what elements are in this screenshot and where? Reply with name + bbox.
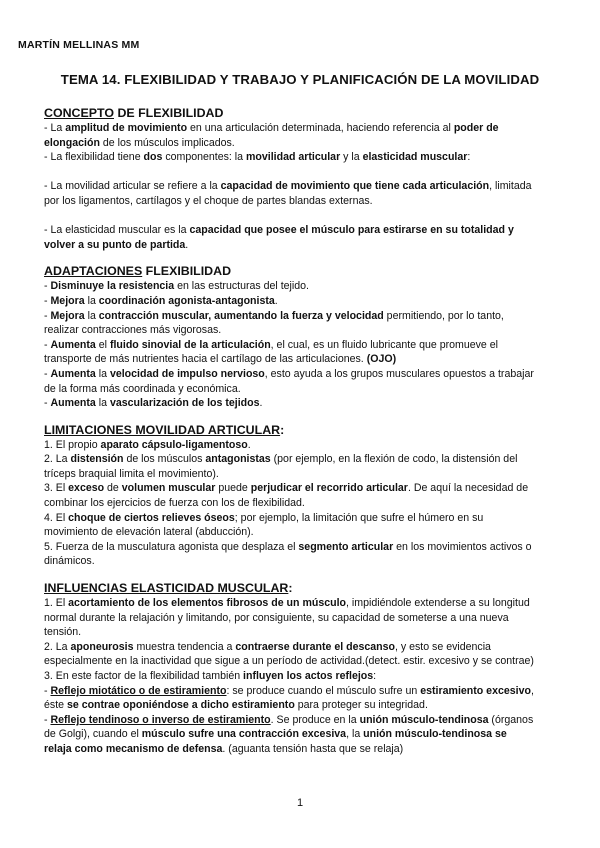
text-run: (por ejemplo, en la flexión de codo, la distensión del <box>270 453 518 466</box>
text-line <box>44 625 562 640</box>
bold-text: Aumenta <box>50 367 96 380</box>
text-run: de <box>104 482 122 495</box>
text-run: de los músculos implicados. <box>99 136 235 149</box>
text-run: , el cual, es un fluido lubricante que promueve el <box>270 338 498 351</box>
text-run: movimiento de elevación lateral (abducción). <box>44 526 254 539</box>
bold-text: volver a su punto de partida <box>44 238 186 251</box>
text-run: puede <box>215 482 251 495</box>
text-run: - <box>44 338 51 351</box>
text-run: , esto ayuda a los grupos musculares opuestos a trabajar <box>264 367 534 380</box>
text-line <box>44 684 562 699</box>
text-line <box>44 727 562 742</box>
bold-text: Reflejo tendinoso o inverso de estiramiento <box>50 713 271 726</box>
bold-text: aparato cápsulo-ligamentoso <box>100 438 248 451</box>
text-run: - La flexibilidad tiene <box>44 151 144 164</box>
text-run: en una articulación determinada, haciendo referencia al <box>187 122 454 134</box>
bold-text: exceso <box>68 482 105 495</box>
text-run: 3. El <box>44 482 69 495</box>
text-run: la <box>84 294 99 307</box>
bold-text: elasticidad muscular <box>362 151 468 164</box>
text-line <box>44 611 562 626</box>
text-line <box>44 640 562 655</box>
bold-text: unión músculo-tendinosa se <box>363 728 507 741</box>
bold-text: vascularización de los tejidos <box>109 397 260 410</box>
text-run: tensión. <box>44 626 82 639</box>
section-heading-underlined: ADAPTACIONES <box>44 264 143 279</box>
bold-text: perjudicar el recorrido articular <box>250 482 408 495</box>
text-run: la <box>95 397 110 410</box>
bold-text: contraerse durante el descanso <box>235 640 395 653</box>
text-run: , limitada <box>489 180 532 193</box>
text-run: 2. La <box>44 640 71 653</box>
bold-text: capacidad que posee el músculo para estirarse en su totalidad y <box>189 224 514 237</box>
bold-text: Reflejo miotático o de estiramiento <box>50 684 227 697</box>
section-heading-rest: FLEXIBILIDAD <box>142 264 232 279</box>
text-run: - <box>44 713 51 726</box>
bold-text: distensión <box>70 453 124 466</box>
text-run: para proteger su integridad. <box>294 699 428 712</box>
section-heading <box>44 264 562 279</box>
text-run: . <box>247 438 251 451</box>
text-run: en las estructuras del tejido. <box>174 280 309 293</box>
text-run: tríceps braquial limita el movimiento). <box>44 467 219 480</box>
text-line <box>44 194 562 209</box>
text-line <box>44 309 562 324</box>
text-run: . De aquí la necesidad de <box>407 482 529 495</box>
paragraph-spacer <box>44 165 562 180</box>
text-line <box>44 596 562 611</box>
bold-text: (OJO) <box>366 353 397 366</box>
text-run: 4. El <box>44 511 69 524</box>
text-run: 2. La <box>44 453 71 466</box>
text-run: - <box>44 280 51 293</box>
text-run: . Se produce en la <box>270 713 360 726</box>
bold-text: antagonistas <box>205 453 271 466</box>
text-line <box>44 511 562 526</box>
text-run: realizar contracciones más vigorosas. <box>44 324 222 337</box>
text-line <box>44 713 562 728</box>
bold-text: Mejora <box>50 309 85 322</box>
text-run: en los movimientos activos o <box>393 540 532 553</box>
text-run: , impidiéndole extenderse a su longitud <box>346 597 530 610</box>
bold-text: volumen muscular <box>121 482 216 495</box>
text-line <box>44 525 562 540</box>
bold-text: segmento articular <box>298 540 394 553</box>
section-spacer <box>44 569 562 581</box>
bold-text: se contrae oponiéndose a dicho estiramiento <box>66 699 295 712</box>
text-run: : se produce cuando el músculo sufre un <box>226 684 421 697</box>
bold-text: influyen los actos reflejos <box>243 670 374 682</box>
text-run: . <box>259 397 263 410</box>
text-run: 3. En este factor de la flexibilidad también <box>44 670 244 682</box>
bold-text: coordinación agonista-antagonista <box>98 294 275 307</box>
text-line <box>44 554 562 569</box>
text-run: el <box>95 338 110 351</box>
bold-text: capacidad de movimiento que tiene cada articulación <box>220 180 490 193</box>
text-line <box>44 136 562 151</box>
bold-text: aponeurosis <box>70 640 134 653</box>
text-run: . <box>185 238 189 251</box>
author-name: MARTÍN MELLINAS MM <box>18 39 140 51</box>
bold-text: Aumenta <box>50 397 96 410</box>
text-run: ; por ejemplo, la limitación que sufre el húmero en su <box>234 511 484 524</box>
section <box>44 423 562 569</box>
text-run: 1. El propio <box>44 438 101 451</box>
text-line <box>44 496 562 511</box>
text-run: la <box>95 367 110 380</box>
section <box>44 581 562 757</box>
text-run: de la forma más coordinada y económica. <box>44 382 241 395</box>
paragraph-spacer <box>44 209 562 224</box>
text-line <box>44 352 562 367</box>
text-run: - La elasticidad muscular es la <box>44 224 190 237</box>
text-run: . <box>274 294 278 307</box>
text-run: - <box>44 367 51 380</box>
text-run: dinámicos. <box>44 555 95 568</box>
text-run: . (aguanta tensión hasta que se relaja) <box>222 742 404 755</box>
text-run: : <box>373 670 377 682</box>
text-run: : <box>467 151 471 164</box>
section-heading-rest: : <box>288 581 293 596</box>
text-run: la <box>84 309 99 322</box>
text-line <box>44 121 562 136</box>
bold-text: Disminuye la resistencia <box>50 280 175 293</box>
bold-text: Aumenta <box>50 338 96 351</box>
text-line <box>44 238 562 253</box>
text-run: especialmente en la inactividad que sigue a un período de actividad.(detect. estir. excesivo y se contrae) <box>44 655 534 668</box>
text-line <box>44 481 562 496</box>
page-number: 1 <box>296 797 304 809</box>
text-run: - <box>44 397 51 410</box>
text-line <box>44 540 562 555</box>
bold-text: elongación <box>44 136 100 149</box>
section-heading-rest: DE FLEXIBILIDAD <box>114 106 224 120</box>
bold-text: Mejora <box>50 294 85 307</box>
text-line <box>44 438 562 453</box>
text-run: , <box>530 684 534 697</box>
text-line <box>44 654 562 669</box>
text-line <box>44 669 562 684</box>
text-run: permitiendo, por lo tanto, <box>383 309 504 322</box>
text-run: muestra tendencia a <box>133 640 236 653</box>
text-line <box>44 698 562 713</box>
section-heading <box>44 581 562 596</box>
text-line <box>44 338 562 353</box>
text-line <box>44 742 562 757</box>
text-run: normal durante la relajación y limitando, por consiguiente, su capacidad de someterse a una nueva <box>44 611 509 624</box>
text-line <box>44 382 562 397</box>
section-heading <box>44 106 562 121</box>
section <box>44 264 562 410</box>
bold-text: movilidad articular <box>246 151 341 164</box>
text-run: de Golgi), cuando el <box>44 728 142 741</box>
text-line <box>44 179 562 194</box>
text-line <box>44 150 562 165</box>
text-line <box>44 396 562 411</box>
bold-text: velocidad de impulso nervioso <box>109 367 265 380</box>
text-run: 5. Fuerza de la musculatura agonista que desplaza el <box>44 540 299 553</box>
text-run: 1. El <box>44 597 69 610</box>
text-run: (órganos <box>488 713 534 726</box>
text-run: y la <box>340 151 363 164</box>
section <box>44 106 562 252</box>
text-line <box>44 467 562 482</box>
text-run: - <box>44 684 51 697</box>
text-run: componentes: la <box>162 151 246 164</box>
bold-text: contracción muscular, aumentando la fuerza y velocidad <box>98 309 384 322</box>
bold-text: poder de <box>453 122 499 134</box>
text-run: de los músculos <box>123 453 206 466</box>
text-run: , y esto se evidencia <box>394 640 491 653</box>
section-heading-rest: : <box>280 422 285 437</box>
text-run: - <box>44 294 51 307</box>
bold-text: estiramiento excesivo <box>420 684 531 697</box>
bold-text: acortamiento de los elementos fibrosos de un músculo <box>68 597 347 610</box>
bold-text: fluido sinovial de la articulación <box>109 338 271 351</box>
text-line <box>44 279 562 294</box>
bold-text: choque de ciertos relieves óseos <box>68 511 235 524</box>
section-heading <box>44 423 562 438</box>
section-heading-underlined: LIMITACIONES MOVILIDAD ARTICULAR <box>44 422 281 437</box>
text-line <box>44 223 562 238</box>
bold-text: músculo sufre una contracción excesiva <box>141 728 347 741</box>
document-body <box>44 106 562 757</box>
text-run: combinar los ejercicios de fuerza con los de flexibilidad. <box>44 497 305 510</box>
bold-text: amplitud de movimiento <box>65 122 188 134</box>
bold-text: relaja como mecanismo de defensa <box>44 742 223 755</box>
text-run: transporte de más nutrientes hacia el cartílago de las articulaciones. <box>44 353 367 366</box>
text-line <box>44 452 562 467</box>
text-line <box>44 367 562 382</box>
section-heading-underlined: CONCEPTO <box>44 106 114 120</box>
text-run: - La movilidad articular se refiere a la <box>44 180 221 193</box>
section-spacer <box>44 252 562 264</box>
text-run: - <box>44 309 51 322</box>
section-spacer <box>44 411 562 423</box>
bold-text: unión músculo-tendinosa <box>359 713 489 726</box>
bold-text: dos <box>143 151 163 164</box>
text-run: , la <box>346 728 364 741</box>
section-heading-underlined: INFLUENCIAS ELASTICIDAD MUSCULAR <box>44 581 289 596</box>
text-run: - La <box>44 122 66 134</box>
document-title: TEMA 14. FLEXIBILIDAD Y TRABAJO Y PLANIFICACIÓN DE LA MOVILIDAD <box>60 72 540 87</box>
text-line <box>44 323 562 338</box>
text-line <box>44 294 562 309</box>
text-run: éste <box>44 699 67 712</box>
text-run: por los ligamentos, cartílagos y el choque de partes blandas externas. <box>44 194 373 207</box>
